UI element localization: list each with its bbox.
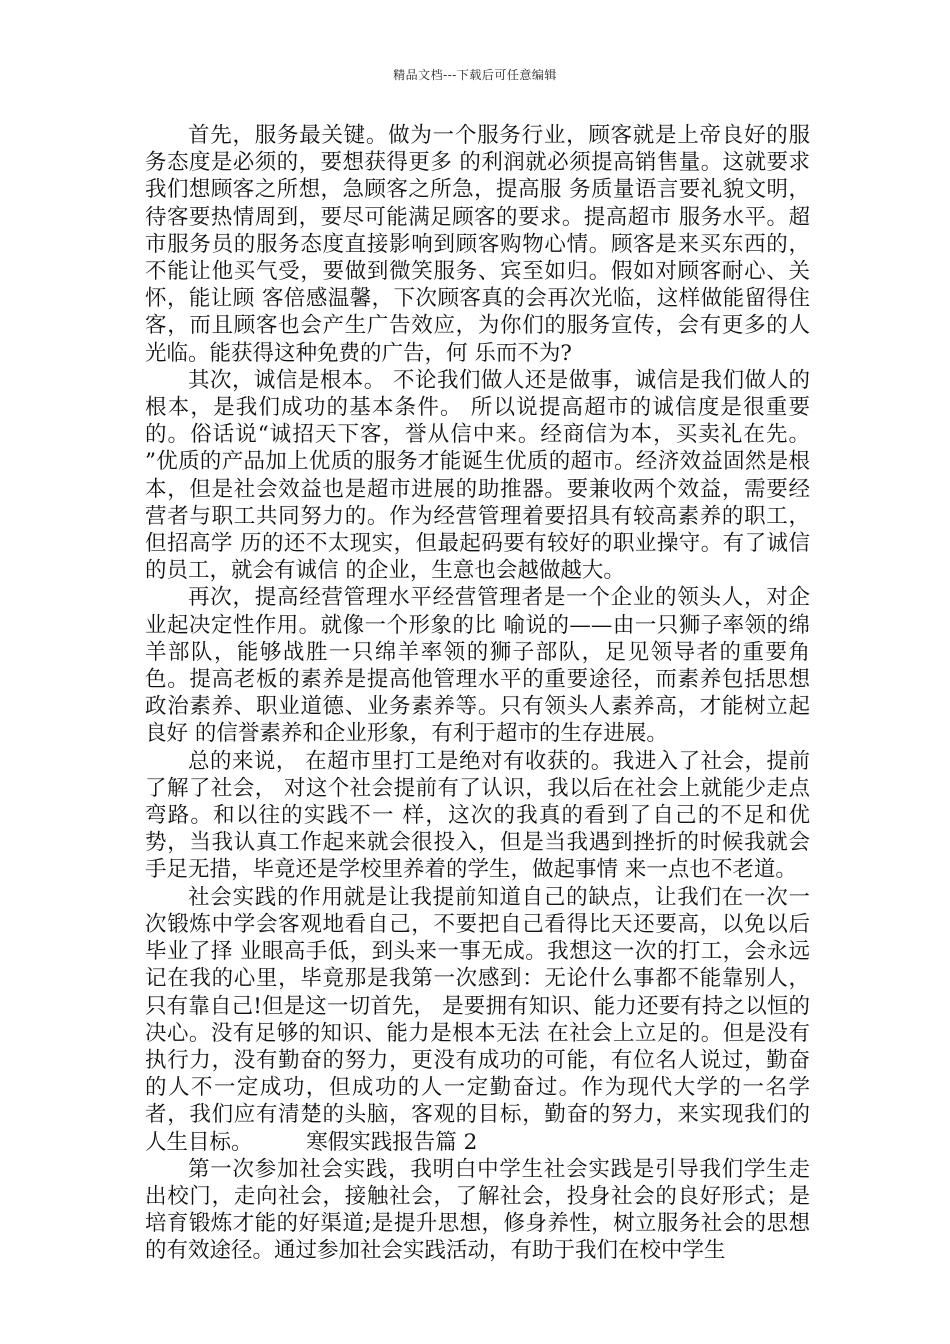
paragraph-service: 首先，服务最关键。做为一个服务行业，顾客就是上帝良好的服务态度是必须的，要想获得更多 的利润就必须提高销售量。这就要求我们想顾客之所想，急顾客之所急，提高服 务质量语言要礼貌文明，待客要热情周到，要尽可能满足顾客的要求。提高超市 服务水平。超市服务员的服务态度直接影响到顾客购物心情。顾客是来买东西的， 不能让他买气受，要做到微笑服务、宾至如归。假如对顾客耐心、关怀，能让顾 客倍感温馨，下次顾客真的会再次光临，这样做能留得住客，而且顾客也会产生广告效应，为你们的服务宣传，会有更多的人光临。能获得这种免费的广告，何 乐而不为? xyxy=(145,123,810,366)
paragraph-practice-role xyxy=(145,884,810,1156)
section-heading: 寒假实践报告篇 2 xyxy=(306,1129,478,1155)
paragraph-first-practice: 第一次参加社会实践，我明白中学生社会实践是引导我们学生走出校门，走向社会，接触社会，了解社会，投身社会的良好形式；是培育锻炼才能的好渠道;是提升思想，修身养性，树立服务社会的思想的有效途径。通过参加社会实践活动，有助于我们在校中学生 xyxy=(145,1156,810,1264)
paragraph-practice-role-text: 社会实践的作用就是让我提前知道自己的缺点，让我们在一次一次锻炼中学会客观地看自己，不要把自己看得比天还要高，以免以后毕业了择 业眼高手低，到头来一事无成。我想这一次的打工，会永远记在我的心里，毕竟那是我第一次感到：无论什么事都不能靠别人，只有靠自己!但是这一切首先， 是要拥有知识、能力还要有持之以恒的决心。没有足够的知识、能力是根本无法 在社会上立足的。但是没有执行力，没有勤奋的努力，更没有成功的可能，有位名人说过，勤奋的人不一定成功，但成功的人一定勤奋过。作为现代大学的一名学者，我们应有清楚的头脑，客观的目标，勤奋的努力，来实现我们的人生目标。 xyxy=(145,884,810,1155)
paragraph-management: 再次，提高经营管理水平经营管理者是一个企业的领头人，对企业起决定性作用。就像一个形象的比 喻说的——由一只狮子率领的绵羊部队，能够战胜一只绵羊率领的狮子部队，足见领导者的重要角色。提高老板的素养是提高他管理水平的重要途径，而素养包括思想政治素养、职业道德、业务素养等。只有领头人素养高，才能树立起良好 的信誉素养和企业形象，有利于超市的生存进展。 xyxy=(145,585,810,747)
page-header: 精品文档---下载后可任意编辑 xyxy=(393,68,557,82)
paragraph-summary: 总的来说， 在超市里打工是绝对有收获的。我进入了社会，提前了解了社会， 对这个社会提前有了认识，我以后在社会上就能少走点弯路。和以往的实践不一 样，这次的我真的看到了自己的不足和优势，当我认真工作起来就会很投入，但是当我遇到挫折的时候我就会手足无措，毕竟还是学校里养着的学生，做起事情 来一点也不老道。 xyxy=(145,748,810,883)
document-body xyxy=(145,122,810,1265)
paragraph-integrity: 其次，诚信是根本。 不论我们做人还是做事，诚信是我们做人的根本，是我们成功的基本条件。 所以说提高超市的诚信度是很重要的。俗话说“诚招天下客，誉从信中来。经商信为本，买卖礼在先。 ”优质的产品加上优质的服务才能诞生优质的超市。经济效益固然是根本，但是社会效益也是超市进展的助推器。要兼收两个效益，需要经营者与职工共同努力的。作为经营管理着要招具有较高素养的职工，但招高学 历的还不太现实，但最起码要有较好的职业操守。有了诚信的员工，就会有诚信 的企业，生意也会越做越大。 xyxy=(145,367,810,584)
